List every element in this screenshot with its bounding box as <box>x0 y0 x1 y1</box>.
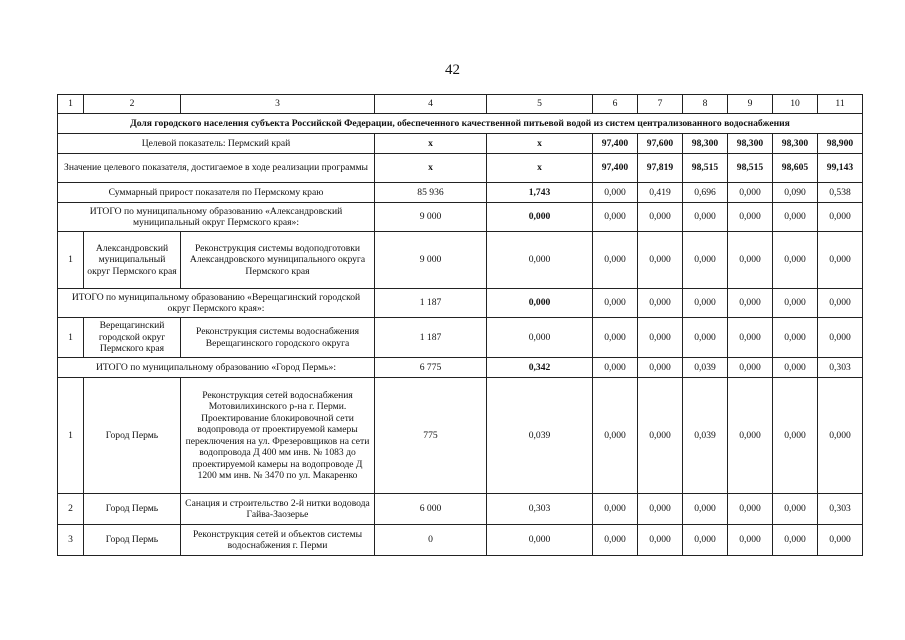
cell: 0,000 <box>728 525 773 556</box>
row-number: 3 <box>58 525 84 556</box>
cell: 0,000 <box>638 232 683 289</box>
row-label: ИТОГО по муниципальному образованию «Город Пермь»: <box>58 358 375 378</box>
cell: 0,000 <box>728 318 773 358</box>
section-title: Доля городского населения субъекта Российской Федерации, обеспеченного качественной питьевой водой из систем централизованного водоснабжения <box>58 114 863 134</box>
cell: x <box>487 154 593 183</box>
cell: 98,515 <box>728 154 773 183</box>
total-alexandrovsky-row <box>58 203 863 232</box>
cell: 98,300 <box>773 134 818 154</box>
cell: 0,000 <box>773 232 818 289</box>
cell: 0,000 <box>728 378 773 494</box>
cell: 0,303 <box>487 494 593 525</box>
cell: 0,000 <box>818 232 863 289</box>
section-title-row <box>58 114 863 134</box>
cell: 0,000 <box>487 525 593 556</box>
cell: 0,039 <box>487 378 593 494</box>
header-cell: 5 <box>487 95 593 114</box>
project-name: Реконструкция сетей водоснабжения Мотовилихинского р-на г. Перми. Проектирование блокировочной сети водопровода от проектируемой камеры переключения на ул. Фрезеровщиков на сети водопровода Д 400 мм инв. № 1083 до проектируемой камеры на водопроводе Д 1200 мм инв. № 3470 по ул. Макаренко <box>181 378 375 494</box>
cell: 0,000 <box>818 525 863 556</box>
header-cell: 1 <box>58 95 84 114</box>
cell: 0,000 <box>638 378 683 494</box>
cell: 0,000 <box>487 203 593 232</box>
cell: 85 936 <box>375 183 487 203</box>
cell: 0,303 <box>818 494 863 525</box>
cell: 0,000 <box>728 358 773 378</box>
cell: 0,696 <box>683 183 728 203</box>
cell: 0,000 <box>728 232 773 289</box>
cell: 0,000 <box>593 183 638 203</box>
cell: 0,000 <box>593 378 638 494</box>
header-cell: 10 <box>773 95 818 114</box>
cell: 0,000 <box>728 494 773 525</box>
cell: 0,303 <box>818 358 863 378</box>
cell: 0,000 <box>593 525 638 556</box>
header-cell: 2 <box>84 95 181 114</box>
table-row <box>58 232 863 289</box>
cell: 0,342 <box>487 358 593 378</box>
cell: 98,300 <box>683 134 728 154</box>
cell: 0,000 <box>487 289 593 318</box>
header-cell: 11 <box>818 95 863 114</box>
header-cell: 3 <box>181 95 375 114</box>
cell: 0,000 <box>638 203 683 232</box>
total-perm-row <box>58 358 863 378</box>
municipality: Александровский муниципальный округ Пермского края <box>84 232 181 289</box>
cell: 0,000 <box>593 232 638 289</box>
row-number: 1 <box>58 318 84 358</box>
cell: 0,000 <box>593 203 638 232</box>
cell: 0,000 <box>683 525 728 556</box>
cell: 99,143 <box>818 154 863 183</box>
cell: 0,000 <box>593 358 638 378</box>
row-label: Целевой показатель: Пермский край <box>58 134 375 154</box>
cell: 0,000 <box>818 378 863 494</box>
cell: 97,400 <box>593 154 638 183</box>
project-name: Реконструкция системы водоснабжения Верещагинского городского округа <box>181 318 375 358</box>
cell: 0,000 <box>773 358 818 378</box>
cell: 98,900 <box>818 134 863 154</box>
cell: 0,000 <box>593 318 638 358</box>
municipality: Город Пермь <box>84 494 181 525</box>
cell: 0,000 <box>728 183 773 203</box>
total-increase-row <box>58 183 863 203</box>
cell: 0,000 <box>593 289 638 318</box>
project-name: Реконструкция системы водоподготовки Александровского муниципального округа Пермского края <box>181 232 375 289</box>
cell: x <box>487 134 593 154</box>
cell: 0,000 <box>487 232 593 289</box>
cell: 0,000 <box>683 232 728 289</box>
cell: 6 775 <box>375 358 487 378</box>
cell: 0,419 <box>638 183 683 203</box>
municipality: Верещагинский городской округ Пермского края <box>84 318 181 358</box>
cell: 0,000 <box>638 318 683 358</box>
cell: 0,000 <box>728 289 773 318</box>
target-indicator-row <box>58 134 863 154</box>
cell: x <box>375 154 487 183</box>
page-number: 42 <box>445 62 460 78</box>
header-cell: 9 <box>728 95 773 114</box>
header-cell: 8 <box>683 95 728 114</box>
row-number: 2 <box>58 494 84 525</box>
cell: 0,000 <box>773 525 818 556</box>
cell: 97,400 <box>593 134 638 154</box>
cell: 0,000 <box>773 318 818 358</box>
table-row <box>58 525 863 556</box>
cell: 97,600 <box>638 134 683 154</box>
project-name: Санация и строительство 2-й нитки водовода Гайва-Заозерье <box>181 494 375 525</box>
cell: 98,300 <box>728 134 773 154</box>
cell: 0,000 <box>683 203 728 232</box>
cell: 0,538 <box>818 183 863 203</box>
row-label: ИТОГО по муниципальному образованию «Верещагинский городской округ Пермского края»: <box>58 289 375 318</box>
cell: 0,000 <box>818 318 863 358</box>
row-label: Суммарный прирост показателя по Пермскому краю <box>58 183 375 203</box>
cell: 97,819 <box>638 154 683 183</box>
cell: 0,000 <box>773 494 818 525</box>
cell: 0,000 <box>773 378 818 494</box>
header-cell: 6 <box>593 95 638 114</box>
cell: x <box>375 134 487 154</box>
achieved-value-row <box>58 154 863 183</box>
header-cell: 7 <box>638 95 683 114</box>
cell: 0,000 <box>683 318 728 358</box>
cell: 1 187 <box>375 318 487 358</box>
cell: 0,090 <box>773 183 818 203</box>
cell: 98,605 <box>773 154 818 183</box>
cell: 1 187 <box>375 289 487 318</box>
cell: 0 <box>375 525 487 556</box>
header-row <box>58 95 863 114</box>
table-row <box>58 318 863 358</box>
cell: 0,000 <box>638 358 683 378</box>
cell: 98,515 <box>683 154 728 183</box>
cell: 0,000 <box>638 289 683 318</box>
project-name: Реконструкция сетей и объектов системы водоснабжения г. Перми <box>181 525 375 556</box>
cell: 6 000 <box>375 494 487 525</box>
cell: 0,000 <box>683 289 728 318</box>
cell: 0,000 <box>773 289 818 318</box>
row-label: Значение целевого показателя, достигаемое в ходе реализации программы <box>58 154 375 183</box>
row-number: 1 <box>58 378 84 494</box>
cell: 0,000 <box>728 203 773 232</box>
cell: 1,743 <box>487 183 593 203</box>
row-label: ИТОГО по муниципальному образованию «Александровский муниципальный округ Пермского края»: <box>58 203 375 232</box>
cell: 0,000 <box>818 203 863 232</box>
cell: 9 000 <box>375 232 487 289</box>
cell: 0,000 <box>487 318 593 358</box>
cell: 0,000 <box>818 289 863 318</box>
cell: 775 <box>375 378 487 494</box>
table-row <box>58 494 863 525</box>
cell: 0,000 <box>683 494 728 525</box>
municipality: Город Пермь <box>84 378 181 494</box>
total-vereshchagino-row <box>58 289 863 318</box>
row-number: 1 <box>58 232 84 289</box>
cell: 0,039 <box>683 358 728 378</box>
program-table <box>57 94 863 556</box>
municipality: Город Пермь <box>84 525 181 556</box>
cell: 9 000 <box>375 203 487 232</box>
header-cell: 4 <box>375 95 487 114</box>
cell: 0,000 <box>593 494 638 525</box>
cell: 0,000 <box>638 494 683 525</box>
cell: 0,000 <box>638 525 683 556</box>
cell: 0,039 <box>683 378 728 494</box>
table-row <box>58 378 863 494</box>
cell: 0,000 <box>773 203 818 232</box>
